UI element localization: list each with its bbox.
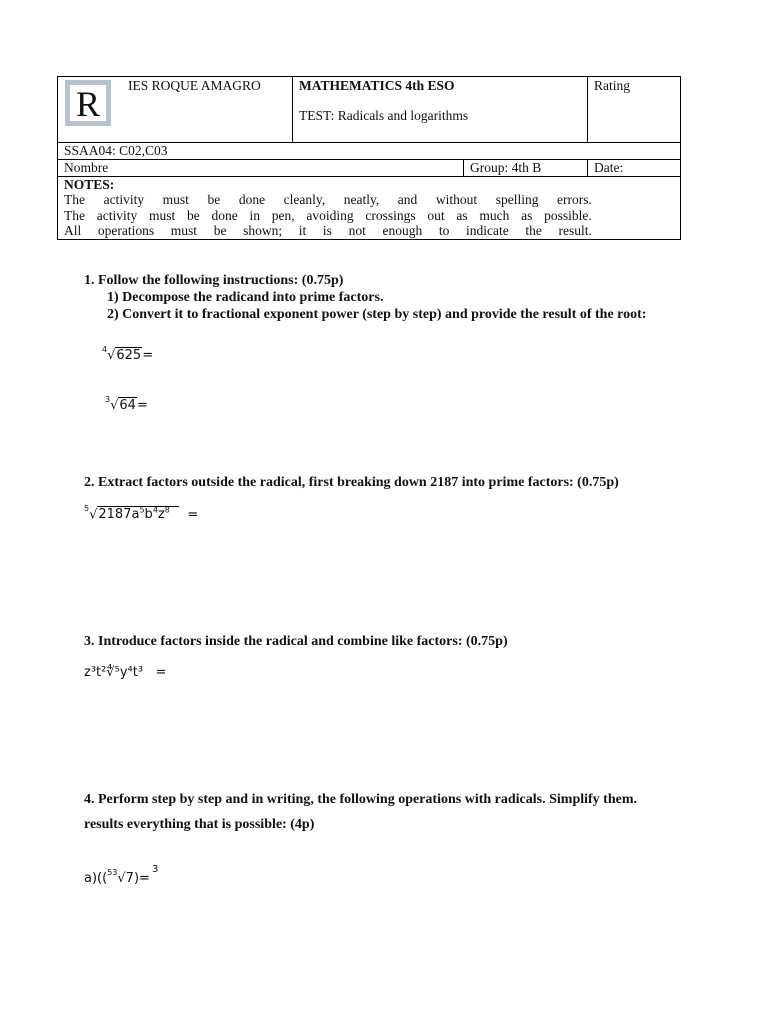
notes-word: much xyxy=(479,207,510,223)
notes-word: is xyxy=(322,223,332,238)
q4-item-a: a)(($^{53}$√7)= xyxy=(84,868,150,886)
notes-word: activity xyxy=(96,207,138,223)
notes-title: NOTES: xyxy=(64,177,115,192)
notes-word: activity xyxy=(103,192,145,207)
header-table xyxy=(57,76,681,240)
notes-word: indicate xyxy=(466,223,509,238)
notes-word: must xyxy=(170,223,198,238)
date-field[interactable]: Date: xyxy=(588,160,681,177)
notes-word: result. xyxy=(558,223,592,238)
logo-letter: R xyxy=(70,85,106,121)
school-name: IES ROQUE AMAGRO xyxy=(128,78,261,93)
school-logo xyxy=(65,80,111,126)
notes-word: The xyxy=(64,192,85,207)
question-4-title: 4. Perform step by step and in writing, the following operations with radicals. Simplify them. xyxy=(84,792,637,807)
notes-word: spelling xyxy=(495,192,539,207)
notes-word: as xyxy=(521,207,533,223)
notes-word: to xyxy=(438,223,450,238)
notes-word: not xyxy=(348,223,366,238)
question-3-title: 3. Introduce factors inside the radical and combine like factors: (0.75p) xyxy=(84,634,508,649)
notes-word: All xyxy=(64,223,82,238)
notes-word: must xyxy=(162,192,189,207)
notes-word: be xyxy=(187,207,200,223)
q2-expression: $^5√2187a^5b^4z^8$ = xyxy=(84,504,199,523)
notes-word: as xyxy=(456,207,468,223)
notes-word: in xyxy=(249,207,261,223)
notes-word: neatly, xyxy=(343,192,380,207)
notes-word: operations xyxy=(97,223,155,238)
notes-word: shown; xyxy=(243,223,283,238)
q1-expression-2: $^3$√64= xyxy=(105,395,148,413)
notes-word: must xyxy=(149,207,176,223)
notes-word: The xyxy=(64,207,85,223)
notes-word: and xyxy=(397,192,418,207)
notes-word: pen, xyxy=(271,207,295,223)
notes-line xyxy=(64,208,592,224)
group-field: Group: 4th B xyxy=(464,160,588,177)
question-1-step-1: 1) Decompose the radicand into prime factors. xyxy=(107,290,384,305)
q4-item-a-exponent: 3 xyxy=(152,864,159,875)
subject-title: MATHEMATICS 4th ESO xyxy=(299,78,455,93)
notes-word: done xyxy=(238,192,266,207)
subject-cell xyxy=(293,77,588,143)
question-1-step-2: 2) Convert it to fractional exponent power (step by step) and provide the result of the root: xyxy=(107,307,647,322)
notes-word: errors. xyxy=(557,192,592,207)
notes-word: be xyxy=(213,223,227,238)
notes-word: without xyxy=(435,192,478,207)
question-1-title: 1. Follow the following instructions: (0.75p) xyxy=(84,273,344,288)
notes-word: possible. xyxy=(544,207,592,223)
notes-word: crossings xyxy=(365,207,416,223)
q1-expression-1: $^4$√625= xyxy=(102,345,154,363)
q3-expression: z³t²∜⁵y⁴t³ = xyxy=(84,665,167,680)
notes-word: done xyxy=(211,207,238,223)
notes-line xyxy=(64,192,592,208)
notes-word: it xyxy=(298,223,307,238)
notes-word: avoiding xyxy=(306,207,354,223)
notes-word: be xyxy=(207,192,221,207)
notes-cell xyxy=(58,177,681,240)
notes-word: the xyxy=(525,223,542,238)
notes-line xyxy=(64,223,592,239)
name-field[interactable]: Nombre xyxy=(58,160,464,177)
notes-word: cleanly, xyxy=(283,192,326,207)
code-cell: SSAA04: C02,C03 xyxy=(58,143,681,160)
school-cell xyxy=(58,77,293,143)
question-2-title: 2. Extract factors outside the radical, first breaking down 2187 into prime factors: (0.75p) xyxy=(84,475,619,490)
notes-list xyxy=(64,192,674,239)
rating-label: Rating xyxy=(594,78,630,93)
question-4-subtitle: results everything that is possible: (4p) xyxy=(84,817,315,832)
test-title: TEST: Radicals and logarithms xyxy=(299,108,469,123)
rating-cell xyxy=(588,77,681,143)
notes-word: enough xyxy=(382,223,423,238)
notes-word: out xyxy=(427,207,445,223)
